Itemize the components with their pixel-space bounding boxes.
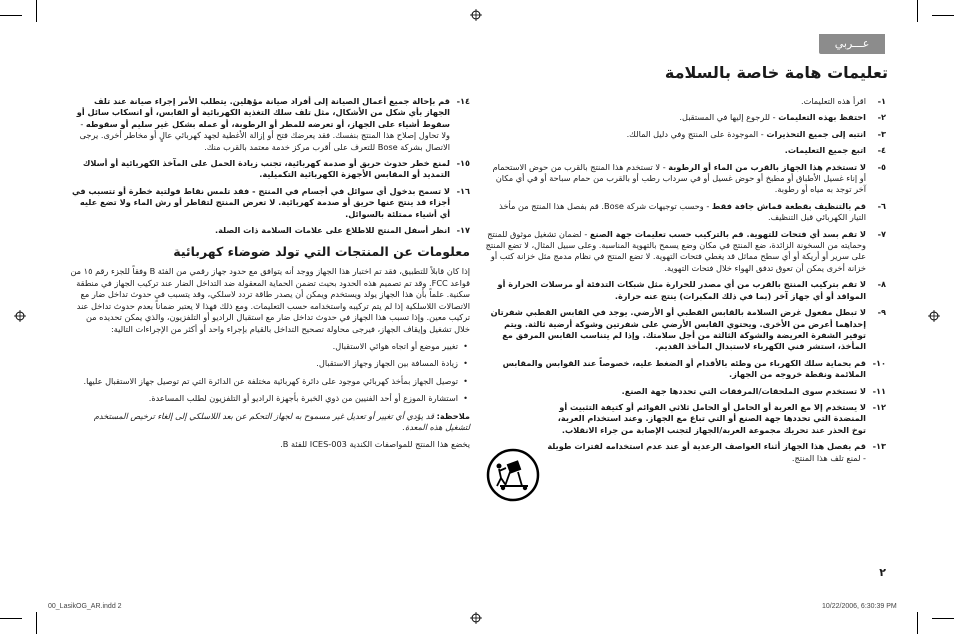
crop-mark xyxy=(932,618,954,619)
item-number: ٣- xyxy=(877,128,886,139)
list-item xyxy=(484,145,886,156)
crop-mark xyxy=(917,0,918,22)
list-item xyxy=(484,279,886,302)
crop-mark xyxy=(932,15,954,16)
crop-mark xyxy=(917,612,918,634)
section-heading: معلومات عن المنتجات التي تولد ضوضاء كهربائية xyxy=(173,244,470,260)
page-number: ٢ xyxy=(879,566,886,579)
item-number: ١٣- xyxy=(872,441,886,452)
item-number: ٦- xyxy=(877,200,886,211)
crop-mark xyxy=(0,618,22,619)
item-number: ١٦- xyxy=(456,185,470,196)
right-column xyxy=(484,96,886,469)
list-item xyxy=(484,201,886,224)
list-item xyxy=(484,96,886,107)
safety-list-right xyxy=(484,96,886,464)
item-bold-text: قم بحماية سلك الكهرباء من وطئه بالأقدام أو الضغط عليه، خصوصاً عند القوابس والمقابس الملائمة ونقطة خروجه من الجهاز. xyxy=(502,357,866,380)
list-item: • زيادة المسافة بين الجهاز وجهاز الاستقبال. xyxy=(70,358,470,369)
item-text: - للرجوع إليها في المستقبل. xyxy=(679,112,779,123)
list-item xyxy=(484,386,886,397)
item-number: ٤- xyxy=(877,145,886,156)
item-number: ١٠- xyxy=(872,357,886,368)
list-item xyxy=(484,129,886,140)
item-bold-text: قم بفصل هذا الجهاز أثناء العواصف الرعدية أو عند عدم استخدامه لفترات طويلة xyxy=(547,441,866,452)
item-bold-text: احتفظ بهذه التعليمات xyxy=(778,112,866,123)
item-number: ٨- xyxy=(877,279,886,290)
registration-mark-icon xyxy=(928,310,940,322)
item-number: ١١- xyxy=(872,385,886,396)
list-item xyxy=(484,402,886,436)
list-item xyxy=(484,229,886,275)
item-bold-text: اتبع جميع التعليمات. xyxy=(784,145,866,156)
item-bold-text: لا تستخدم هذا الجهاز بالقرب من الماء أو الرطوبة xyxy=(668,161,866,172)
item-bold-text: انتبه إلى جميع التحذيرات xyxy=(766,128,866,139)
list-item xyxy=(484,307,886,353)
item-text: - لضمان تشغيل موثوق للمنتج وحمايته من السخونة الزائدة، ضع المنتج في مكان وضع يسمح بالتهوية المناسبة. وعلى سبيل المثال، لا تضع المنتج على سرير أو أريكة أو أي سطح مماثل قد يغطي فتحات التهوية. لا تضع المنتج في نظام مدمج مثل خزانة كتب أو خزانة أخرى يمكن أن تعوق تدفق الهواء خلال فتحات التهوية. xyxy=(485,228,866,273)
item-bold-text: قم بالتنظيف بقطعة قماش جافة فقط xyxy=(711,200,866,211)
language-tab: عـــربي xyxy=(819,34,885,54)
list-item xyxy=(70,96,470,153)
item-bold-text: لا تقم بسد أي فتحات للتهوية. قم بالتركيب حسب تعليمات جهة الصنع xyxy=(589,228,866,239)
item-bold-text: لا تقم بتركيب المنتج بالقرب من أي مصدر للحرارة مثل شبكات التدفئة أو مرسلات الحرارة أو المواقد أو أي جهاز آخر (بما في ذلك المكبرات) ينتج عنه حرارة. xyxy=(497,279,866,301)
canada-statement: يخضع هذا المنتج للمواصفات الكندية ICES-003 للفئة B. xyxy=(280,439,470,450)
item-text: اقرأ هذه التعليمات. xyxy=(800,96,866,106)
file-slug: 00_LasikOG_AR.indd 2 xyxy=(48,603,122,610)
item-number: ١٢- xyxy=(872,401,886,412)
page-title: تعليمات هامة خاصة بالسلامة xyxy=(664,63,888,82)
list-item: • تغيير موضع أو اتجاه هوائي الاستقبال. xyxy=(70,341,470,352)
item-text: - الموجودة على المنتج وفي دليل المالك. xyxy=(626,128,767,139)
item-number: ١٤- xyxy=(456,96,470,106)
item-number: ٧- xyxy=(877,228,886,239)
cart-tipover-warning-icon xyxy=(486,448,540,502)
item-text: - ولا تحاول إصلاح هذا المنتج بنفسك. فقد يعرضك فتح أو إزالة الأغطية لجهد كهربائي عالٍ أو مخاطر أخرى. يرجى الاتصال بشركة Bose للتعرف على أقرب مركز خدمة معتمد بالقرب منك. xyxy=(79,118,450,152)
note-text: قد يؤدي أي تغيير أو تعديل غير مسموح به لجهاز التحكم عن بعد اللاسلكي إلى إلغاء ترخيص المستخدم لتشغيل هذه المعدة. xyxy=(93,410,470,432)
item-text: - لمنع تلف هذا المنتج. xyxy=(791,452,866,463)
registration-mark-icon xyxy=(470,612,482,624)
item-number: ١٧- xyxy=(456,225,470,236)
list-item xyxy=(70,225,470,236)
item-text: - وحسب توجيهات شركة Bose. قم بفصل هذا المنتج من مأخذ التيار الكهربائي قبل التنظيف. xyxy=(499,200,866,223)
list-item xyxy=(484,441,886,464)
item-number: ٥- xyxy=(877,161,886,172)
registration-mark-icon xyxy=(470,9,482,21)
item-bold-text: لا تبطل مفعول غرض السلامة بالقابس القطبي أو الأرضي. يوجد في القابس القطبي شفرتان إحداهما أعرض من الأخرى. ويحتوي القابس الأرضي على شفرتين وشوكة أرضية ثالثة. ويتم توفير الشفرة العريضة والشوكة الثالثة من أجل سلامتك. وإذا لم يتناسب القابس المرفق مع المأخذ، استشر فني الكهرباء لاستبدال المأخذ القديم. xyxy=(490,307,866,352)
list-item xyxy=(484,162,886,196)
remedy-list xyxy=(70,341,470,405)
item-bold-text: انظر أسفل المنتج للاطلاع على علامات السلامة ذات الصلة. xyxy=(214,225,450,236)
item-bold-text: لا تستخدم سوى الملحقات/المرفقات التي تحددها جهة الصنع. xyxy=(621,385,866,396)
item-bold-text: قم بإحالة جميع أعمال الصيانة إلى أفراد صيانة مؤهلين. يتطلب الأمر إجراء صيانة عند تلف الجهاز بأي شكل من الأشكال، مثل تلف سلك التغذية الكهربائية أو القابس، أو انسكاب سائل أو سقوط أشياء على الجهاز، أو تعرضه للمطر أو الرطوبة، أو عمله بشكل غير سليم أو سقوطه xyxy=(76,96,450,129)
safety-list-left xyxy=(70,96,470,236)
list-item: • استشارة الموزع أو أحد الفنيين من ذوي الخبرة بأجهزة الراديو أو التلفزيون لطلب المساعدة. xyxy=(70,393,470,404)
item-text: - لا تستخدم هذا المنتج بالقرب من حوض الاستحمام أو إناء غسيل الأطباق أو مطبخ أو حوض غسيل أو في سرداب رطب أو بالقرب من حمام سباحة أو في أي مكان آخر توجد به مياه أو رطوبة. xyxy=(492,161,866,195)
note xyxy=(70,411,470,434)
item-bold-text: لا تسمح بدخول أي سوائل في أجسام في المنتج - فقد تلمس نقاط فولتية خطرة أو تتسبب في أجزاء قد ينتج عنها حريق أو صدمة كهربائية. لا تعرض المنتج لتقاطر أو رش الماء ولا تضع عليه أي أشياء ممتلئة بالسوائل. xyxy=(71,185,450,219)
registration-mark-icon xyxy=(14,310,26,322)
crop-mark xyxy=(0,15,22,16)
item-number: ١- xyxy=(877,96,886,106)
list-item xyxy=(70,158,470,181)
crop-mark xyxy=(36,612,37,634)
crop-mark xyxy=(36,0,37,22)
left-column xyxy=(70,96,470,457)
item-bold-text: لمنع خطر حدوث حريق أو صدمة كهربائية، تجنب زيادة الحمل على المآخذ الكهربائية أو أسلاك التمديد أو المقابس الأجهزة الكهربائية التكميلية. xyxy=(82,158,450,180)
list-item: • توصيل الجهاز بمأخذ كهربائي موجود على دائرة كهربائية مختلفة عن الدائرة التي تم توصيل جهاز الاستقبال عليها. xyxy=(70,376,470,387)
list-item xyxy=(70,186,470,220)
item-number: ٩- xyxy=(877,307,886,318)
item-bold-text: لا يستخدم إلا مع العربة أو الحامل أو الحامل ثلاثي القوائم أو كتيفة التثبيت أو المنضدة التي تحددها جهة الصنع أو التي تباع مع الجهاز. وعند استخدام العربة، توخ الحذر عند تحريك مجموعة العربة/الجهاز لتجنب الإصابة من جراء الانقلاب. xyxy=(557,401,866,435)
list-item xyxy=(484,358,886,381)
note-label: ملاحظة: xyxy=(436,410,470,421)
timestamp-slug: 10/22/2006, 6:30:39 PM xyxy=(822,603,897,610)
list-item xyxy=(484,112,886,123)
item-number: ١٥- xyxy=(456,158,470,169)
item-number: ٢- xyxy=(877,112,886,123)
fcc-paragraph: إذا كان قابلاً للتطبيق، فقد تم اختبار هذا الجهاز ووجد أنه يتوافق مع حدود جهاز رقمي من الفئة B وفقاً للجزء رقم ١٥ من قواعد FCC. وقد تم تصميم هذه الحدود بحيث تضمن الحماية المعقولة ضد التداخل الضار عند تركيب الجهاز في منطقة سكنية. علماً بأن هذا الجهاز يولد ويستخدم ويمكن أن يصدر طاقة تردد لاسلكي، وقد يتسبب في حدوث تداخل ضار مع الاتصالات اللاسلكية إذا لم يتم تركيبه واستخدامه حسب التعليمات. ومع ذلك فهذا لا يعتبر ضماناً بعدم حدوث تداخل عند تركيب معين. وإذا تسبب هذا الجهاز في حدوث تداخل ضار مع استقبال الراديو أو التلفزيون، والذي يمكن تحديده من خلال تشغيل وإيقاف الجهاز، فيرجى محاولة تصحيح التداخل بالقيام بإجراء واحد أو أكثر من الإجراءات التالية: xyxy=(70,266,470,334)
